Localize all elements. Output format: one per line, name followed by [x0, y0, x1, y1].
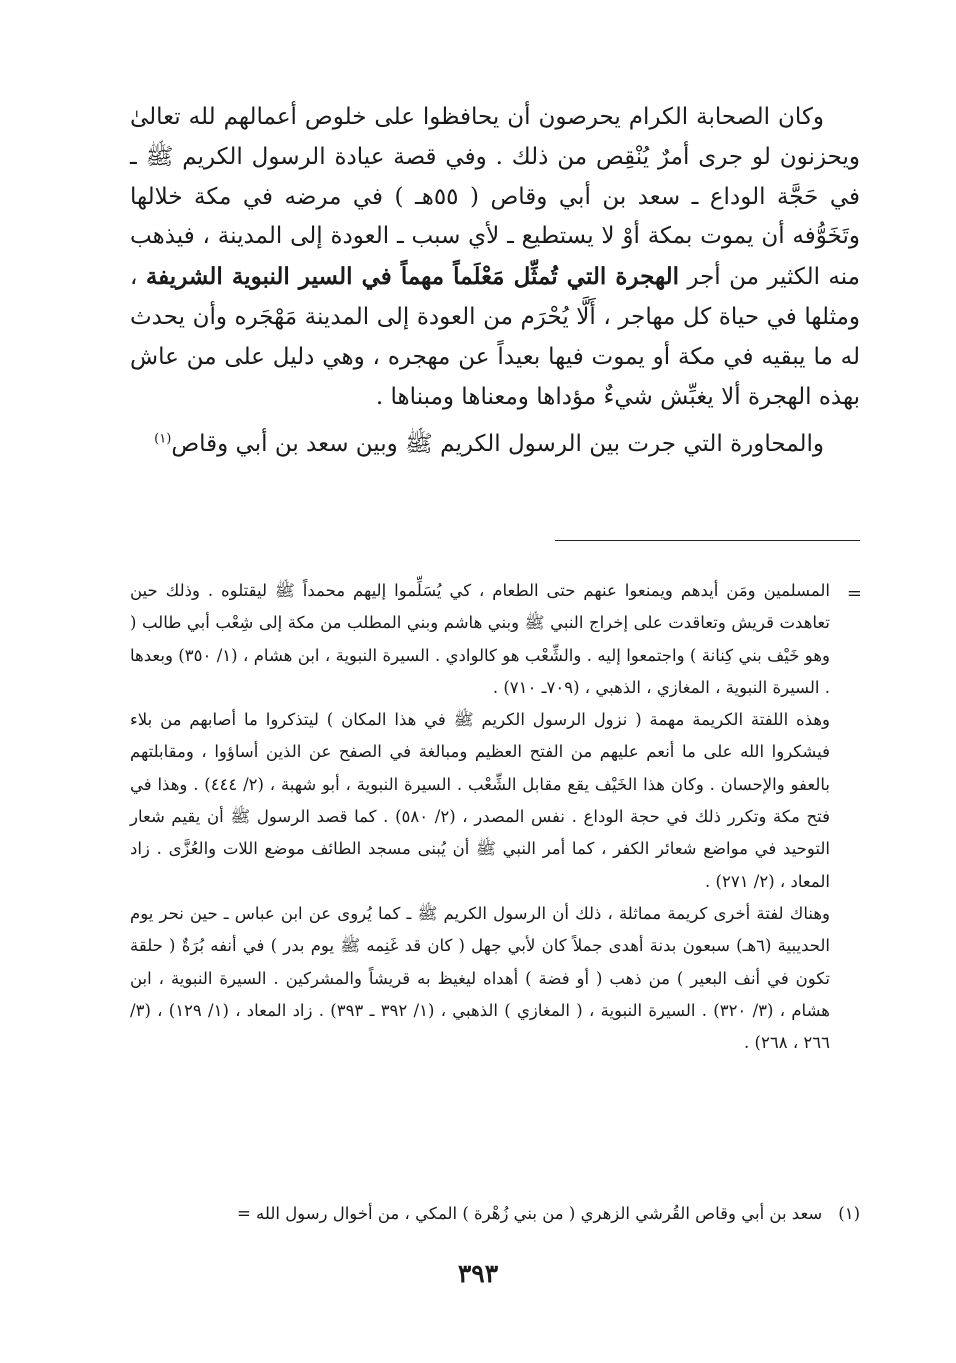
footnotes-block: [130, 575, 830, 1059]
footnote-paragraph: وهذه اللفتة الكريمة مهمة ( نزول الرسول الكريم ﷺ في هذا المكان ) ليتذكروا ما أصابهم من بلاء فيشكروا الله على ما أنعم عليهم من الفتح العظيم ومبالغة في الصفح عن الذين أساؤوا ، ومقابلتهم بالعفو والإحسان . وكان هذا الخَيْف يقع مقابل الشِّعْب . السيرة النبوية ، أبو شهبة ، (٢/ ٤٤٤) . وهذا في فتح مكة وتكرر ذلك في حجة الوداع . نفس المصدر ، (٢/ ٥٨٠) . كما قصد الرسول ﷺ أن يقيم شعار التوحيد في مواضع شعائر الكفر ، كما أمر النبي ﷺ أن يُبنى مسجد الطائف موضع اللات والعُزَّى . زاد المعاد ، (٢/ ٢٧١) .: [130, 710, 830, 891]
footnote-paragraph: المسلمين ومَن أيدهم ويمنعوا عنهم حتى الطعام ، كي يُسَلِّموا إليهم محمداً ﷺ ليقتلوه . وذلك حين تعاهدت قريش وتعاقدت على إخراج النبي ﷺ وبني هاشم وبني المطلب من مكة إلى شِعْب أبي طالب ( وهو خَيْف بني كِنانة ) واجتمعوا إليه . والشِّعْب هو كالوادي . السيرة النبوية ، ابن هشام ، (١/ ٣٥٠) وبعدها . السيرة النبوية ، المغازي ، الذهبي ، (٧٠٩ـ ٧١٠) .: [130, 581, 831, 697]
footnote-paragraph: وهناك لفتة أخرى كريمة مماثلة ، ذلك أن الرسول الكريم ﷺ ـ كما يُروى عن ابن عباس ـ حين نحر يوم الحديبية (٦هـ) سبعون بدنة أهدى جملاً كان لأبي جهل ( كان قد غَنِمه ﷺ يوم بدر ) في أنفه بُرَةٌ ( حلقة تكون في أنف البعير ) من ذهب ( أو فضة ) أهداه ليغيظ به قريشاً والمشركين . السيرة النبوية ، ابن هشام ، (٣/ ٣٢٠) . السيرة النبوية ، ( المغازي ) الذهبي ، (١/ ٣٩٢ ـ ٣٩٣) . زاد المعاد ، (١/ ١٢٩) ، (٣/ ٢٦٦ ، ٢٦٨) .: [130, 903, 830, 1053]
page-number: ٣٩٣: [457, 1259, 499, 1288]
footnote-1: [130, 1198, 860, 1230]
footnote-separator: [555, 540, 860, 541]
footnote-text: سعد بن أبي وقاص القُرشي الزهري ( من بني زُهْرة ) المكي ، من أخوال رسول الله =: [236, 1204, 823, 1223]
bold-phrase: الهجرة التي تُمثِّل مَعْلَماً مهماً في السير النبوية الشريفة: [145, 263, 679, 291]
paragraph-text: وكان الصحابة الكرام يحرصون أن يحافظوا على خلوص أعمالهم لله تعالىٰ ويحزنون لو جرى أمرٌ يُنْقِص من ذلك . وفي قصة عيادة الرسول الكريم ﷺ ـ في حَجَّة الوداع ـ سعد بن أبي وقاص ( ٥٥هـ ) في مرضه في مكة خلالها وتَخَوُّفه أن يموت بمكة أوْ لا يستطيع ـ لأي سبب ـ العودة إلى المدينة ، فيذهب منه الكثير من أجر: [130, 104, 861, 291]
footnote-continuation-marker: =: [846, 583, 862, 604]
main-body-text: [130, 98, 860, 465]
main-paragraph: [130, 98, 860, 417]
footnote-number: (١): [838, 1204, 860, 1223]
main-paragraph: [130, 425, 860, 465]
footnote-reference: (١): [154, 431, 172, 447]
paragraph-text: ، ومثلها في حياة كل مهاجر ، أَلَّا يُحْرَم من العودة إلى المدينة مَهْجَره وأن يحدث له ما يبقيه في مكة أو يموت فيها بعيداً عن مهجره ، وهي دليل على من عاش بهذه الهجرة ألا يغبِّش شيءٌ مؤداها ومعناها ومبناها .: [130, 264, 860, 410]
paragraph-text: والمحاورة التي جرت بين الرسول الكريم ﷺ وبين سعد بن أبي وقاص: [171, 431, 824, 458]
